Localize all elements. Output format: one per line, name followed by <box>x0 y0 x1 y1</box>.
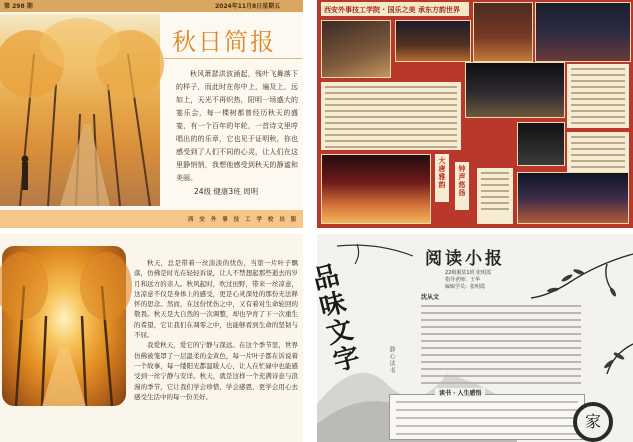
author-byline: 24级 健康3班 周明 <box>194 187 259 196</box>
article-text-2 <box>567 64 629 128</box>
golden-forest-photo <box>2 246 126 406</box>
performance-photo <box>465 62 565 118</box>
essay-paragraph-1: 秋天，总是带着一丝淡淡的忧伤，当第一片叶子飘落，仿佛是时光在轻轻诉说，让人不禁想起那些逝去的岁月和远方的亲人。秋风起时，吹过田野，带来一丝凉意，这凉意不仅是身体上的感受，更是心灵深处的那份无法释怀的思念。然而，在这份忧伤之中，又有着对生命轮回的敬畏。秋天是大自然的一次调整，却也孕育了下一次重生的希望，它让我们在凋零之中，也能够看到生命的坚韧与不屈。 <box>134 259 298 340</box>
pianist-photo <box>517 122 565 166</box>
issue-number: 第 298 期 <box>4 3 33 10</box>
editor-info: 编辑学员：张明霞 <box>445 284 486 290</box>
stage-photo-2 <box>535 2 631 62</box>
forest-illustration <box>2 246 126 406</box>
essay-paragraph-2: 我爱秋天，爱它的宁静与深远。在这个季节里，世界仿佛被笼罩了一层温柔的金黄色，每一片叶子都在诉说着一个故事，每一缕阳光都温暖人心，让人在忙碌中也能感受到一丝宁静与安详。秋天，就是这样一个充满诗意与浪漫的季节，它让我们学会珍惜，学会感恩，更学会用心去感受生活中的每一份美好。 <box>134 341 298 401</box>
title-divider <box>164 58 302 59</box>
article-text-1 <box>321 82 461 150</box>
reflection-box <box>389 394 585 440</box>
vertical-label-right: 钟声悠扬 <box>455 162 469 210</box>
culture-title: 西安外事技工学院 · 国乐之美 承东方韵世界 <box>321 2 469 16</box>
reading-paper-title: 阅读小报 <box>425 249 505 269</box>
article-text-3 <box>567 132 629 176</box>
autumn-essay-panel <box>0 234 303 442</box>
autumn-trees-illustration <box>0 14 160 206</box>
issue-date: 2024年11月8日星期五 <box>215 3 281 10</box>
vertical-title: 品 味 文 字 <box>309 260 363 378</box>
vertical-subtitle: 静心读书 <box>388 346 395 374</box>
concert-hall-photo <box>321 154 431 224</box>
essay-text <box>134 258 298 402</box>
teacher-info: 指导老师：王华 <box>445 277 481 283</box>
culture-newspaper-panel <box>317 0 633 228</box>
autumn-newsletter-panel <box>0 0 303 228</box>
reading-paper-panel <box>309 234 633 442</box>
orchestra-photo <box>395 20 471 62</box>
theme-heading: 沈从文 <box>421 294 440 301</box>
stage-photo-1 <box>473 2 533 62</box>
vertical-label-left: 大唐雅韵 <box>435 154 449 202</box>
ink-seal: 家 <box>573 402 613 442</box>
article-text-4 <box>477 168 513 224</box>
newsletter-title: 秋日简报 <box>172 28 276 56</box>
publisher-name: 西 安 外 事 技 工 学 校 出 版 <box>188 217 299 223</box>
article-lines <box>421 300 581 384</box>
class-info: 22级服装1班 张明霞 <box>445 270 492 276</box>
article-body: 秋风萧瑟洪波涌起，残叶飞舞落下的样子，而此时在你中上，遍及上，远如上，天光不再炽热，阳明一场盛大的宴乐会，每一棵树都曾经历秋天的盛宴，有一个百年的年轮，一首诗文里哼唱出的的乐章，它也见于证明秋，你也感受到了人们不同的心灵，让人们在这里静悄悄，我想他感受到秋天的静谧和美丽。 <box>176 70 298 182</box>
header-bar <box>0 0 303 12</box>
stage-finale-photo <box>517 172 629 224</box>
reflection-box-title: 读书 · 人生感悟 <box>435 388 485 397</box>
musician-photo <box>321 20 391 78</box>
